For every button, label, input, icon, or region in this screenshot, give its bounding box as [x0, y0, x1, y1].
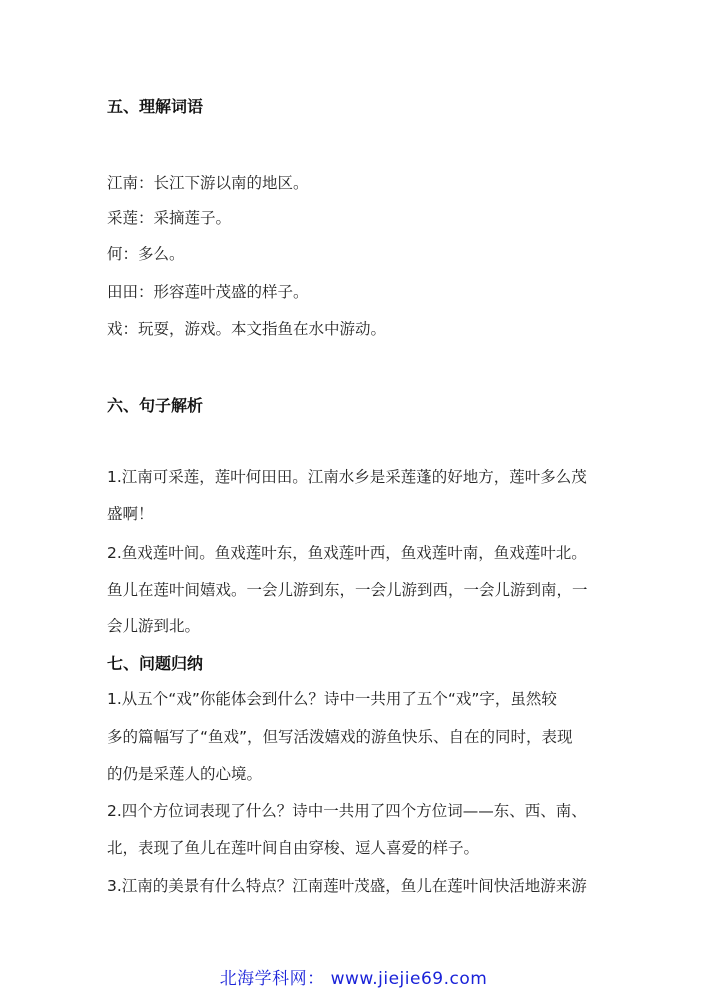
analysis-line: 鱼儿在莲叶间嬉戏。一会儿游到东，一会儿游到西，一会儿游到南，一	[107, 581, 588, 599]
summary-line: 3.江南的美景有什么特点？江南莲叶茂盛，鱼儿在莲叶间快活地游来游	[107, 877, 587, 895]
vocab-item: 戏：玩耍，游戏。本文指鱼在水中游动。	[107, 320, 387, 338]
vocab-item: 江南：长江下游以南的地区。	[107, 174, 309, 192]
summary-line: 多的篇幅写了“鱼戏”，但写活泼嬉戏的游鱼快乐、自在的同时，表现	[107, 728, 573, 746]
analysis-line: 1.江南可采莲，莲叶何田田。江南水乡是采莲蓬的好地方，莲叶多么茂	[107, 468, 587, 486]
footer-watermark: 北海学科网： www.jiejie69.com	[219, 969, 488, 989]
section-heading-vocabulary: 五、理解词语	[107, 97, 204, 116]
analysis-line: 会儿游到北。	[107, 617, 201, 635]
vocab-item: 何：多么。	[107, 245, 185, 263]
section-heading-sentence-analysis: 六、句子解析	[107, 396, 204, 415]
analysis-line: 2.鱼戏莲叶间。鱼戏莲叶东，鱼戏莲叶西，鱼戏莲叶南，鱼戏莲叶北。	[107, 544, 587, 562]
analysis-line: 盛啊！	[107, 505, 154, 523]
vocab-item: 采莲：采摘莲子。	[107, 209, 232, 227]
summary-line: 北，表现了鱼儿在莲叶间自由穿梭、逗人喜爱的样子。	[107, 839, 480, 857]
section-heading-summary: 七、问题归纳	[107, 654, 204, 673]
summary-line: 的仍是采莲人的心境。	[107, 765, 263, 783]
summary-line: 2.四个方位词表现了什么？诗中一共用了四个方位词——东、西、南、	[107, 802, 587, 820]
summary-line: 1.从五个“戏”你能体会到什么？诗中一共用了五个“戏”字，虽然较	[107, 690, 557, 708]
vocab-item: 田田：形容莲叶茂盛的样子。	[107, 283, 309, 301]
